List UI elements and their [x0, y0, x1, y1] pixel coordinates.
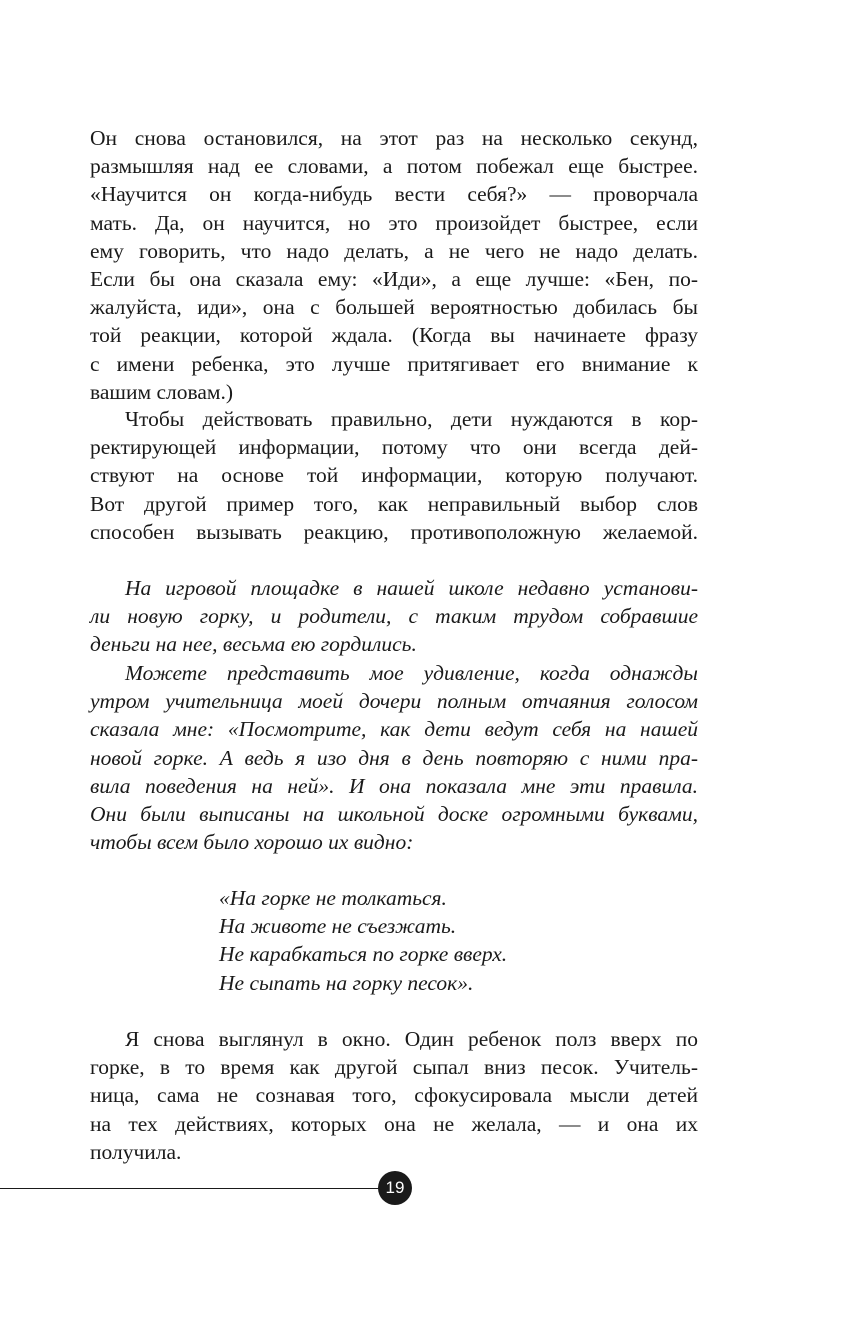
rules-list — [219, 884, 507, 997]
text-line: новой горке. А ведь я изо дня в день повторяю с ними пра- — [90, 745, 698, 770]
text-line: ствуют на основе той информации, которую получают. — [90, 463, 698, 488]
paragraph-2 — [90, 405, 698, 546]
text-line: деньги на нее, весьма ею гордились. — [90, 632, 417, 657]
footer-rule — [0, 1188, 382, 1189]
paragraph-3 — [90, 1025, 698, 1166]
page-number-badge: 19 — [378, 1171, 412, 1205]
text-line: размышляя над ее словами, а потом побежал еще быстрее. — [90, 154, 698, 179]
text-line: Чтобы действовать правильно, дети нуждаются в кор- — [125, 407, 698, 431]
text-line: вила поведения на ней». И она показала мне эти правила. — [90, 773, 698, 798]
text-line: ли новую горку, и родители, с таким трудом собравшие — [90, 604, 698, 629]
text-line: Можете представить мое удивление, когда однажды — [125, 661, 698, 685]
text-line: «Научится он когда-нибудь вести себя?» — проворчала — [90, 182, 698, 207]
text-line: горке, в то время как другой сыпал вниз песок. Учитель- — [90, 1055, 698, 1080]
quote-paragraph-1 — [90, 574, 698, 659]
text-line: Он снова остановился, на этот раз на несколько секунд, — [90, 126, 698, 150]
text-line: ница, сама не сознавая того, сфокусировала мысли детей — [90, 1083, 698, 1108]
text-line: на тех действиях, которых она не желала, — и она их — [90, 1111, 698, 1136]
text-line: ректирующей информации, потому что они всегда дей- — [90, 435, 698, 460]
text-line: жалуйста, иди», она с большей вероятностью добилась бы — [90, 295, 698, 320]
text-line: мать. Да, он научится, но это произойдет быстрее, если — [90, 210, 698, 235]
text-line: получила. — [90, 1139, 182, 1164]
rule-line: Не сыпать на горку песок». — [219, 970, 474, 995]
rule-line: Не карабкаться по горке вверх. — [219, 942, 508, 967]
paragraph-1 — [90, 124, 698, 406]
text-line: Если бы она сказала ему: «Иди», а еще лучше: «Бен, по- — [90, 267, 698, 292]
text-line: сказала мне: «Посмотрите, как дети ведут себя на нашей — [90, 717, 698, 742]
text-line: Вот другой пример того, как неправильный выбор слов — [90, 491, 698, 516]
text-line: той реакции, которой ждала. (Когда вы начинаете фразу — [90, 323, 698, 348]
text-line: На игровой площадке в нашей школе недавно установи- — [125, 576, 698, 600]
rule-line: На животе не съезжать. — [219, 914, 457, 939]
rule-line: «На горке не толкаться. — [219, 886, 447, 910]
text-line: чтобы всем было хорошо их видно: — [90, 830, 414, 855]
text-line: вашим словам.) — [90, 379, 234, 404]
text-line: утром учительница моей дочери полным отчаяния голосом — [90, 689, 698, 714]
text-line: ему говорить, что надо делать, а не чего не надо делать. — [90, 238, 698, 263]
quote-paragraph-2 — [90, 659, 698, 856]
text-line: с имени ребенка, это лучше притягивает его внимание к — [90, 351, 698, 376]
text-line: Они были выписаны на школьной доске огромными буквами, — [90, 802, 698, 827]
text-line: способен вызывать реакцию, противоположную желаемой. — [90, 519, 698, 544]
text-line: Я снова выглянул в окно. Один ребенок полз вверх по — [125, 1027, 698, 1051]
